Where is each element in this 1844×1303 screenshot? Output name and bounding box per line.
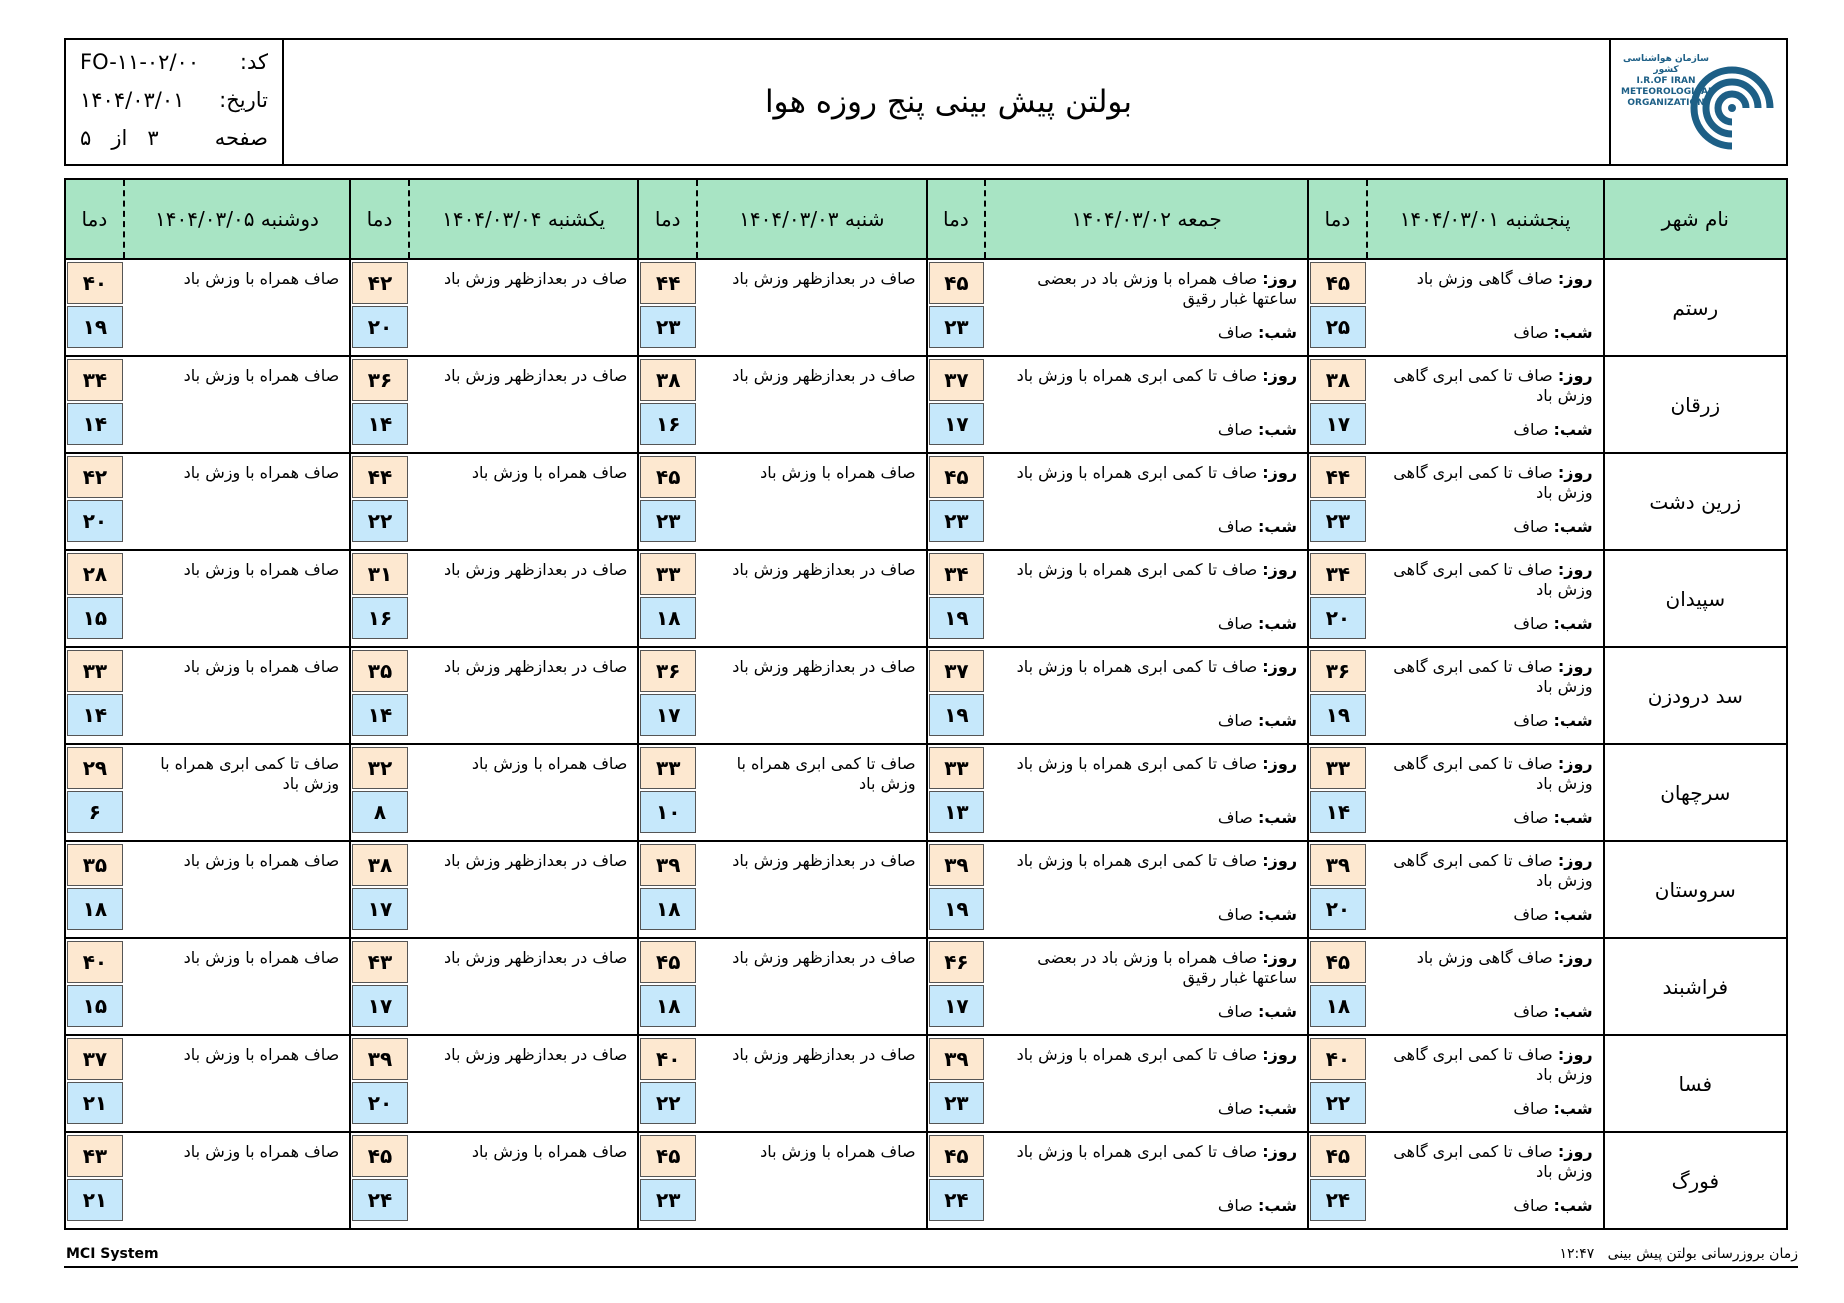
forecast-description: [1367, 744, 1604, 841]
table-row: [65, 1132, 1787, 1229]
max-temperature: ۴۳: [352, 941, 408, 983]
max-temperature: ۴۲: [67, 456, 123, 498]
page-row: صفحه ۳ از ۵: [80, 126, 268, 150]
table-row: [65, 550, 1787, 647]
temperature-cell: [1308, 647, 1367, 744]
temperature-cell: [350, 550, 409, 647]
forecast-description: [1367, 356, 1604, 453]
forecast-description: صاف همراه با وزش باد: [697, 1132, 927, 1229]
max-temperature: ۳۹: [1310, 844, 1366, 886]
min-temperature: ۲۴: [352, 1179, 408, 1221]
table-row: [65, 356, 1787, 453]
temperature-cell: [638, 453, 697, 550]
temperature-cell: [927, 356, 986, 453]
temperature-cell: [1308, 550, 1367, 647]
forecast-description: [985, 647, 1308, 744]
min-temperature: ۲۱: [67, 1179, 123, 1221]
forecast-description: [1367, 647, 1604, 744]
max-temperature: ۴۵: [929, 262, 985, 304]
temperature-cell: [927, 550, 986, 647]
max-temperature: ۴۰: [640, 1038, 696, 1080]
forecast-description: [985, 453, 1308, 550]
temperature-cell: [65, 453, 124, 550]
night-forecast: شب: صاف: [1217, 420, 1298, 439]
night-forecast: شب: صاف: [1217, 614, 1298, 633]
temperature-cell: [927, 1132, 986, 1229]
temperature-cell: [65, 356, 124, 453]
bulletin-header: [64, 38, 1788, 166]
min-temperature: ۲۰: [352, 306, 408, 348]
temperature-cell: [65, 1035, 124, 1132]
min-temperature: ۲۲: [640, 1082, 696, 1124]
forecast-description: [985, 259, 1308, 356]
night-forecast: شب: صاف: [1217, 1099, 1298, 1118]
day-2-header: جمعه ۱۴۰۴/۰۳/۰۲: [985, 179, 1308, 259]
min-temperature: ۱۹: [67, 306, 123, 348]
max-temperature: ۳۳: [67, 650, 123, 692]
temperature-cell: [1308, 1132, 1367, 1229]
forecast-description: صاف در بعدازظهر وزش باد: [409, 647, 639, 744]
min-temperature: ۱۸: [640, 597, 696, 639]
min-temperature: ۱۷: [352, 985, 408, 1027]
temperature-cell: [638, 550, 697, 647]
temperature-cell: [1308, 1035, 1367, 1132]
day-forecast: روز: صاف تا کمی ابری گاهی وزش باد: [1393, 657, 1593, 696]
day-forecast: روز: صاف تا کمی ابری همراه با وزش باد: [1016, 366, 1298, 385]
temperature-cell: [65, 744, 124, 841]
min-temperature: ۲۰: [352, 1082, 408, 1124]
night-forecast: شب: صاف: [1217, 1002, 1298, 1021]
min-temperature: ۲۳: [640, 306, 696, 348]
temperature-cell: [350, 1132, 409, 1229]
max-temperature: ۴۴: [640, 262, 696, 304]
min-temperature: ۱۳: [929, 791, 985, 833]
day-forecast: روز: صاف تا کمی ابری همراه با وزش باد: [1016, 1045, 1298, 1064]
night-forecast: شب: صاف: [1513, 1099, 1593, 1118]
temperature-cell: [927, 259, 986, 356]
max-temperature: ۳۶: [1310, 650, 1366, 692]
day-forecast: روز: صاف تا کمی ابری گاهی وزش باد: [1393, 1142, 1593, 1181]
temperature-cell: [350, 259, 409, 356]
temperature-cell: [65, 550, 124, 647]
night-forecast: شب: صاف: [1513, 614, 1593, 633]
max-temperature: ۲۸: [67, 553, 123, 595]
night-forecast: شب: صاف: [1217, 1196, 1298, 1215]
max-temperature: ۴۵: [1310, 1135, 1366, 1177]
footer-divider: [64, 1266, 1798, 1268]
max-temperature: ۴۵: [640, 941, 696, 983]
temperature-cell: [638, 259, 697, 356]
min-temperature: ۱۴: [67, 694, 123, 736]
night-forecast: شب: صاف: [1217, 808, 1298, 827]
forecast-description: صاف همراه با وزش باد: [124, 1035, 350, 1132]
min-temperature: ۸: [352, 791, 408, 833]
max-temperature: ۴۵: [929, 1135, 985, 1177]
min-temperature: ۱۸: [67, 888, 123, 930]
forecast-description: [985, 744, 1308, 841]
night-forecast: شب: صاف: [1217, 711, 1298, 730]
forecast-description: صاف همراه با وزش باد: [124, 356, 350, 453]
forecast-description: صاف همراه با وزش باد: [124, 550, 350, 647]
day-forecast: روز: صاف گاهی وزش باد: [1416, 948, 1593, 967]
max-temperature: ۳۷: [929, 650, 985, 692]
min-temperature: ۱۸: [640, 888, 696, 930]
min-temperature: ۲۳: [929, 306, 985, 348]
forecast-description: صاف همراه با وزش باد: [124, 259, 350, 356]
forecast-description: [1367, 1035, 1604, 1132]
temperature-cell: [1308, 841, 1367, 938]
day-3-header: شنبه ۱۴۰۴/۰۳/۰۳: [697, 179, 927, 259]
day-forecast: روز: صاف تا کمی ابری گاهی وزش باد: [1393, 754, 1593, 793]
city-name: زرین دشت: [1604, 453, 1787, 550]
table-row: [65, 259, 1787, 356]
forecast-description: [985, 1035, 1308, 1132]
city-name: فورگ: [1604, 1132, 1787, 1229]
min-temperature: ۲۳: [929, 1082, 985, 1124]
city-name: فراشبند: [1604, 938, 1787, 1035]
city-name: فسا: [1604, 1035, 1787, 1132]
code-row: کد: FO-۱۱-۰۲/۰۰: [80, 50, 268, 74]
temperature-cell: [65, 1132, 124, 1229]
min-temperature: ۲۲: [1310, 1082, 1366, 1124]
forecast-description: صاف همراه با وزش باد: [409, 453, 639, 550]
day-forecast: روز: صاف همراه با وزش باد در بعضی ساعتها غبار رقیق: [1037, 948, 1298, 987]
max-temperature: ۳۷: [67, 1038, 123, 1080]
max-temperature: ۳۶: [640, 650, 696, 692]
min-temperature: ۱۹: [929, 597, 985, 639]
temperature-cell: [350, 1035, 409, 1132]
night-forecast: شب: صاف: [1513, 323, 1593, 342]
temp-1-header: دما: [1308, 179, 1367, 259]
forecast-description: صاف همراه با وزش باد: [124, 647, 350, 744]
min-temperature: ۲۳: [929, 500, 985, 542]
min-temperature: ۲۴: [929, 1179, 985, 1221]
forecast-description: [985, 550, 1308, 647]
max-temperature: ۳۷: [929, 359, 985, 401]
max-temperature: ۴۰: [67, 262, 123, 304]
day-forecast: روز: صاف تا کمی ابری گاهی وزش باد: [1393, 560, 1593, 599]
min-temperature: ۲۳: [640, 1179, 696, 1221]
temperature-cell: [927, 647, 986, 744]
temperature-cell: [350, 938, 409, 1035]
temperature-cell: [927, 938, 986, 1035]
day-forecast: روز: صاف تا کمی ابری همراه با وزش باد: [1016, 657, 1298, 676]
table-header-row: [65, 179, 1787, 259]
temperature-cell: [927, 453, 986, 550]
forecast-description: صاف همراه با وزش باد: [409, 1132, 639, 1229]
min-temperature: ۱۷: [352, 888, 408, 930]
temperature-cell: [638, 647, 697, 744]
max-temperature: ۳۸: [1310, 359, 1366, 401]
temperature-cell: [1308, 259, 1367, 356]
min-temperature: ۱۴: [1310, 791, 1366, 833]
min-temperature: ۱۷: [1310, 403, 1366, 445]
forecast-description: [985, 356, 1308, 453]
forecast-description: صاف در بعدازظهر وزش باد: [697, 647, 927, 744]
day-1-header: پنجشنبه ۱۴۰۴/۰۳/۰۱: [1367, 179, 1604, 259]
forecast-description: [985, 1132, 1308, 1229]
min-temperature: ۱۷: [929, 985, 985, 1027]
day-forecast: روز: صاف تا کمی ابری گاهی وزش باد: [1393, 851, 1593, 890]
max-temperature: ۳۴: [67, 359, 123, 401]
max-temperature: ۴۵: [640, 1135, 696, 1177]
table-row: [65, 841, 1787, 938]
night-forecast: شب: صاف: [1513, 420, 1593, 439]
max-temperature: ۴۵: [640, 456, 696, 498]
forecast-description: صاف در بعدازظهر وزش باد: [409, 550, 639, 647]
logo-box: [1609, 40, 1786, 164]
min-temperature: ۲۴: [1310, 1179, 1366, 1221]
day-forecast: روز: صاف تا کمی ابری گاهی وزش باد: [1393, 1045, 1593, 1084]
temperature-cell: [1308, 453, 1367, 550]
temperature-cell: [638, 356, 697, 453]
forecast-description: صاف همراه با وزش باد: [409, 744, 639, 841]
footer-update-time: زمان بروزرسانی بولتن پیش بینی ۱۲:۴۷: [1559, 1246, 1798, 1262]
forecast-description: [1367, 938, 1604, 1035]
temperature-cell: [638, 938, 697, 1035]
min-temperature: ۱۰: [640, 791, 696, 833]
max-temperature: ۳۳: [640, 747, 696, 789]
day-forecast: روز: صاف همراه با وزش باد در بعضی ساعتها غبار رقیق: [1037, 269, 1298, 308]
max-temperature: ۳۸: [352, 844, 408, 886]
min-temperature: ۱۵: [67, 985, 123, 1027]
temperature-cell: [1308, 744, 1367, 841]
min-temperature: ۲۱: [67, 1082, 123, 1124]
min-temperature: ۲۳: [1310, 500, 1366, 542]
night-forecast: شب: صاف: [1217, 323, 1298, 342]
night-forecast: شب: صاف: [1217, 517, 1298, 536]
forecast-description: صاف در بعدازظهر وزش باد: [697, 550, 927, 647]
max-temperature: ۴۴: [1310, 456, 1366, 498]
min-temperature: ۱۸: [640, 985, 696, 1027]
min-temperature: ۱۷: [640, 694, 696, 736]
temperature-cell: [638, 841, 697, 938]
city-name: سرچهان: [1604, 744, 1787, 841]
date-row: تاریخ: ۱۴۰۴/۰۳/۰۱: [80, 88, 268, 112]
min-temperature: ۱۶: [640, 403, 696, 445]
forecast-description: صاف همراه با وزش باد: [124, 841, 350, 938]
night-forecast: شب: صاف: [1513, 1002, 1593, 1021]
max-temperature: ۳۵: [67, 844, 123, 886]
day-forecast: روز: صاف تا کمی ابری همراه با وزش باد: [1016, 754, 1298, 773]
min-temperature: ۲۰: [1310, 888, 1366, 930]
forecast-description: صاف در بعدازظهر وزش باد: [697, 938, 927, 1035]
min-temperature: ۱۴: [352, 694, 408, 736]
temperature-cell: [1308, 938, 1367, 1035]
forecast-table: [64, 178, 1788, 1230]
forecast-description: صاف در بعدازظهر وزش باد: [409, 938, 639, 1035]
night-forecast: شب: صاف: [1513, 517, 1593, 536]
min-temperature: ۲۲: [352, 500, 408, 542]
temperature-cell: [638, 1132, 697, 1229]
max-temperature: ۴۳: [67, 1135, 123, 1177]
min-temperature: ۱۶: [352, 597, 408, 639]
min-temperature: ۲۳: [640, 500, 696, 542]
temperature-cell: [638, 744, 697, 841]
temp-5-header: دما: [65, 179, 124, 259]
forecast-description: صاف در بعدازظهر وزش باد: [697, 1035, 927, 1132]
min-temperature: ۱۴: [67, 403, 123, 445]
forecast-description: صاف در بعدازظهر وزش باد: [697, 841, 927, 938]
min-temperature: ۱۷: [929, 403, 985, 445]
forecast-description: صاف در بعدازظهر وزش باد: [409, 259, 639, 356]
forecast-description: [1367, 259, 1604, 356]
day-5-header: دوشنبه ۱۴۰۴/۰۳/۰۵: [124, 179, 350, 259]
temperature-cell: [65, 259, 124, 356]
city-name: سروستان: [1604, 841, 1787, 938]
min-temperature: ۲۰: [67, 500, 123, 542]
max-temperature: ۳۲: [352, 747, 408, 789]
night-forecast: شب: صاف: [1513, 905, 1593, 924]
forecast-description: صاف در بعدازظهر وزش باد: [409, 841, 639, 938]
max-temperature: ۳۳: [929, 747, 985, 789]
forecast-description: صاف تا کمی ابری همراه با وزش باد: [697, 744, 927, 841]
table-row: [65, 647, 1787, 744]
max-temperature: ۳۶: [352, 359, 408, 401]
night-forecast: شب: صاف: [1513, 711, 1593, 730]
city-name: سد درودزن: [1604, 647, 1787, 744]
max-temperature: ۳۴: [929, 553, 985, 595]
min-temperature: ۱۸: [1310, 985, 1366, 1027]
temperature-cell: [350, 647, 409, 744]
temperature-cell: [65, 938, 124, 1035]
max-temperature: ۴۵: [1310, 262, 1366, 304]
min-temperature: ۱۴: [352, 403, 408, 445]
temperature-cell: [927, 1035, 986, 1132]
max-temperature: ۴۵: [1310, 941, 1366, 983]
city-name: رستم: [1604, 259, 1787, 356]
max-temperature: ۴۵: [929, 456, 985, 498]
day-forecast: روز: صاف گاهی وزش باد: [1416, 269, 1593, 288]
temperature-cell: [350, 744, 409, 841]
max-temperature: ۴۵: [352, 1135, 408, 1177]
night-forecast: شب: صاف: [1217, 905, 1298, 924]
city-column-header: نام شهر: [1604, 179, 1787, 259]
max-temperature: ۳۹: [929, 844, 985, 886]
day-forecast: روز: صاف تا کمی ابری همراه با وزش باد: [1016, 851, 1298, 870]
temp-4-header: دما: [350, 179, 409, 259]
max-temperature: ۳۳: [640, 553, 696, 595]
temperature-cell: [65, 841, 124, 938]
forecast-description: [985, 841, 1308, 938]
night-forecast: شب: صاف: [1513, 1196, 1593, 1215]
forecast-description: صاف در بعدازظهر وزش باد: [409, 356, 639, 453]
min-temperature: ۱۹: [929, 694, 985, 736]
day-4-header: یکشنبه ۱۴۰۴/۰۳/۰۴: [409, 179, 639, 259]
page-title: بولتن پیش بینی پنج روزه هوا: [764, 84, 1133, 120]
temperature-cell: [927, 744, 986, 841]
forecast-description: صاف همراه با وزش باد: [124, 453, 350, 550]
max-temperature: ۳۹: [352, 1038, 408, 1080]
max-temperature: ۴۶: [929, 941, 985, 983]
max-temperature: ۳۹: [929, 1038, 985, 1080]
document-meta: [66, 40, 284, 164]
temperature-cell: [1308, 356, 1367, 453]
table-row: [65, 938, 1787, 1035]
table-row: [65, 453, 1787, 550]
night-forecast: شب: صاف: [1513, 808, 1593, 827]
day-forecast: روز: صاف تا کمی ابری همراه با وزش باد: [1016, 1142, 1298, 1161]
day-forecast: روز: صاف تا کمی ابری گاهی وزش باد: [1393, 366, 1593, 405]
forecast-description: صاف همراه با وزش باد: [697, 453, 927, 550]
min-temperature: ۱۵: [67, 597, 123, 639]
meteorological-organization-logo-icon: [1690, 54, 1774, 154]
max-temperature: ۳۳: [1310, 747, 1366, 789]
temperature-cell: [638, 1035, 697, 1132]
forecast-description: صاف تا کمی ابری همراه با وزش باد: [124, 744, 350, 841]
max-temperature: ۳۵: [352, 650, 408, 692]
max-temperature: ۳۱: [352, 553, 408, 595]
min-temperature: ۲۰: [1310, 597, 1366, 639]
max-temperature: ۴۴: [352, 456, 408, 498]
day-forecast: روز: صاف تا کمی ابری همراه با وزش باد: [1016, 560, 1298, 579]
table-row: [65, 1035, 1787, 1132]
forecast-description: صاف همراه با وزش باد: [124, 1132, 350, 1229]
city-name: سپیدان: [1604, 550, 1787, 647]
forecast-description: [1367, 1132, 1604, 1229]
max-temperature: ۴۰: [1310, 1038, 1366, 1080]
max-temperature: ۳۸: [640, 359, 696, 401]
forecast-description: صاف در بعدازظهر وزش باد: [409, 1035, 639, 1132]
max-temperature: ۴۰: [67, 941, 123, 983]
forecast-description: صاف در بعدازظهر وزش باد: [697, 356, 927, 453]
max-temperature: ۲۹: [67, 747, 123, 789]
min-temperature: ۱۹: [1310, 694, 1366, 736]
forecast-description: [1367, 550, 1604, 647]
forecast-description: [985, 938, 1308, 1035]
temperature-cell: [927, 841, 986, 938]
temperature-cell: [350, 841, 409, 938]
max-temperature: ۳۴: [1310, 553, 1366, 595]
temperature-cell: [350, 453, 409, 550]
forecast-description: صاف همراه با وزش باد: [124, 938, 350, 1035]
day-forecast: روز: صاف تا کمی ابری گاهی وزش باد: [1393, 463, 1593, 502]
logo-text: سازمان هواشناسی کشور I.R.OF IRAN METEOROLOGICAL ORGANIZATION: [1621, 54, 1714, 108]
forecast-description: صاف در بعدازظهر وزش باد: [697, 259, 927, 356]
max-temperature: ۳۹: [640, 844, 696, 886]
day-forecast: روز: صاف تا کمی ابری همراه با وزش باد: [1016, 463, 1298, 482]
temperature-cell: [350, 356, 409, 453]
temp-3-header: دما: [638, 179, 697, 259]
max-temperature: ۴۲: [352, 262, 408, 304]
forecast-description: [1367, 453, 1604, 550]
city-name: زرقان: [1604, 356, 1787, 453]
temp-2-header: دما: [927, 179, 986, 259]
forecast-description: [1367, 841, 1604, 938]
table-row: [65, 744, 1787, 841]
min-temperature: ۲۵: [1310, 306, 1366, 348]
footer-system-name: MCI System: [66, 1246, 159, 1262]
temperature-cell: [65, 647, 124, 744]
min-temperature: ۶: [67, 791, 123, 833]
min-temperature: ۱۹: [929, 888, 985, 930]
